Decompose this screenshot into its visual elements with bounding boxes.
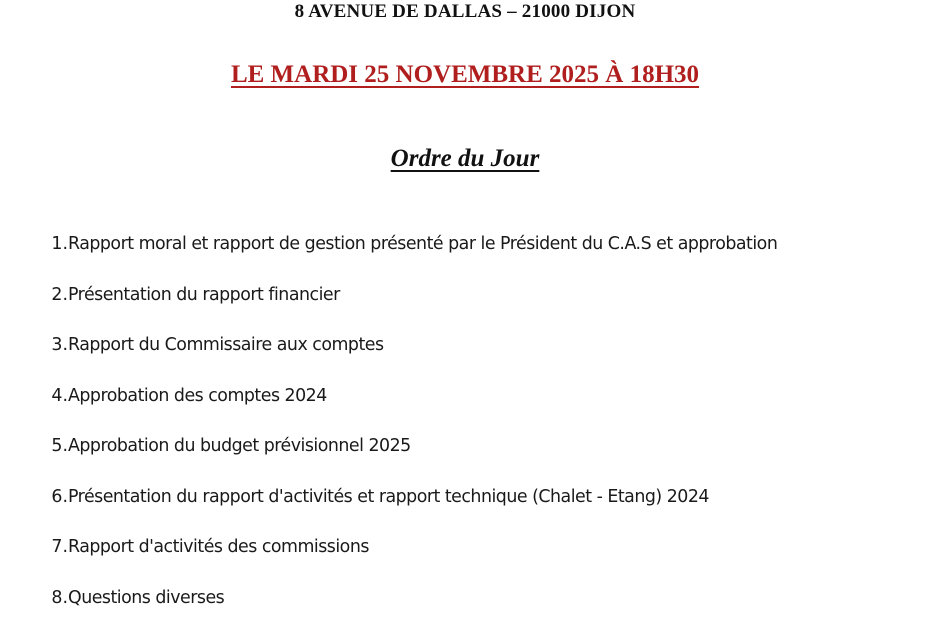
agenda-item-text: Rapport d'activités des commissions bbox=[68, 533, 369, 584]
agenda-item bbox=[44, 331, 924, 382]
agenda-item bbox=[44, 281, 924, 332]
agenda-item-number: 4. bbox=[44, 382, 68, 433]
address-line: 8 AVENUE DE DALLAS – 21000 DIJON bbox=[0, 0, 930, 24]
meeting-date-heading bbox=[0, 58, 930, 92]
agenda-item bbox=[44, 432, 924, 483]
agenda-item-number: 6. bbox=[44, 483, 68, 534]
agenda-item bbox=[44, 483, 924, 534]
agenda-item-number: 2. bbox=[44, 281, 68, 332]
agenda-item-text: Rapport du Commissaire aux comptes bbox=[68, 331, 384, 382]
agenda-item bbox=[44, 533, 924, 584]
agenda-item-number: 3. bbox=[44, 331, 68, 382]
agenda-item-number: 1. bbox=[44, 230, 68, 281]
agenda-item-text: Présentation du rapport d'activités et rapport technique (Chalet - Etang) 2024 bbox=[68, 483, 709, 534]
agenda-title bbox=[0, 143, 930, 175]
agenda-item-text: Questions diverses bbox=[68, 584, 224, 634]
agenda-item-text: Présentation du rapport financier bbox=[68, 281, 340, 332]
agenda-item-number: 5. bbox=[44, 432, 68, 483]
agenda-item-number: 7. bbox=[44, 533, 68, 584]
agenda-list bbox=[44, 230, 924, 634]
agenda-item bbox=[44, 382, 924, 433]
agenda-item-text: Approbation des comptes 2024 bbox=[68, 382, 327, 433]
agenda-item-text: Approbation du budget prévisionnel 2025 bbox=[68, 432, 411, 483]
agenda-title-text: Ordre du Jour bbox=[391, 145, 540, 172]
agenda-item-text: Rapport moral et rapport de gestion présenté par le Président du C.A.S et approbation bbox=[68, 230, 777, 281]
agenda-item bbox=[44, 584, 924, 634]
agenda-item-number: 8. bbox=[44, 584, 68, 634]
meeting-date-text: LE MARDI 25 NOVEMBRE 2025 À 18H30 bbox=[231, 61, 699, 88]
agenda-item bbox=[44, 230, 924, 281]
